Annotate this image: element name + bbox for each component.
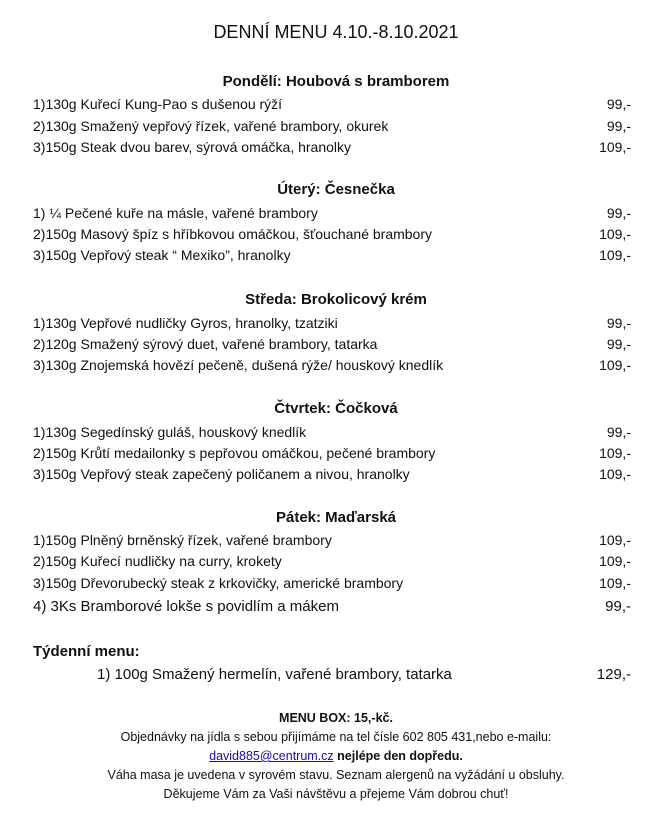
weekly-menu-heading: Týdenní menu: [33, 643, 140, 660]
item-price: 99,- [606, 424, 631, 440]
item-price: 109,- [599, 532, 631, 548]
weight-note: Váha masa je uvedena v syrovém stavu. Seznam alergenů na vyžádání u obsluhy. [107, 768, 565, 782]
day-heading-friday: Pátek: Maďarská [275, 509, 396, 526]
day-heading-tuesday: Úterý: Česnečka [277, 181, 395, 198]
menu-item: 3)150g Vepřový steak zapečený poličanem a nivou, hranolky [33, 466, 410, 482]
menu-item: 2)150g Kuřecí nudličky na curry, krokety [33, 553, 282, 569]
menu-item: 2)150g Masový špíz s hříbkovou omáčkou, šťouchané brambory [33, 226, 433, 242]
menu-item: 1)130g Kuřecí Kung-Pao s dušenou rýží [33, 96, 283, 112]
menu-item: 3)150g Dřevorubecký steak z krkovičky, americké brambory [33, 575, 404, 591]
email-suffix: nejlépe den dopředu. [333, 749, 463, 763]
menu-title: DENNÍ MENU 4.10.-8.10.2021 [213, 22, 459, 42]
item-price: 109,- [599, 247, 631, 263]
weekly-menu-item: 1) 100g Smažený hermelín, vařené brambory, tatarka [97, 666, 452, 683]
item-price: 99,- [606, 205, 631, 221]
item-price: 109,- [599, 445, 631, 461]
item-price: 109,- [599, 553, 631, 569]
item-price: 109,- [599, 575, 631, 591]
menu-item: 4) 3Ks Bramborové lokše s povidlím a mákem [33, 598, 339, 615]
email-line [0, 749, 672, 763]
day-heading-wednesday: Středa: Brokolicový krém [245, 291, 427, 308]
menu-item: 1) ¼ Pečené kuře na másle, vařené brambory [33, 205, 318, 221]
item-price: 99,- [605, 598, 631, 615]
menu-item: 1)130g Segedínský guláš, houskový knedlík [33, 424, 307, 440]
orders-note: Objednávky na jídla s sebou přijímáme na tel čísle 602 805 431,nebo e-mailu: [120, 730, 552, 744]
item-price: 109,- [599, 357, 631, 373]
menu-item: 2)130g Smažený vepřový řízek, vařené brambory, okurek [33, 118, 389, 134]
email-link[interactable]: david885@centrum.cz [209, 749, 334, 763]
item-price: 99,- [606, 118, 631, 134]
menu-item: 1)130g Vepřové nudličky Gyros, hranolky, tzatziki [33, 315, 338, 331]
menu-box-note: MENU BOX: 15,-kč. [279, 711, 393, 725]
day-heading-thursday: Čtvrtek: Čočková [274, 400, 398, 417]
item-price: 109,- [599, 226, 631, 242]
menu-item: 2)150g Krůtí medailonky s pepřovou omáčkou, pečené brambory [33, 445, 436, 461]
menu-item: 2)120g Smažený sýrový duet, vařené brambory, tatarka [33, 336, 378, 352]
menu-item: 3)130g Znojemská hovězí pečeně, dušená rýže/ houskový knedlík [33, 357, 444, 373]
item-price: 99,- [606, 336, 631, 352]
item-price: 109,- [599, 139, 631, 155]
menu-item: 3)150g Steak dvou barev, sýrová omáčka, hranolky [33, 139, 352, 155]
item-price: 109,- [599, 466, 631, 482]
thanks-note: Děkujeme Vám za Vaši návštěvu a přejeme Vám dobrou chuť! [163, 787, 509, 801]
item-price: 99,- [606, 315, 631, 331]
weekly-menu-price: 129,- [596, 666, 631, 683]
item-price: 99,- [606, 96, 631, 112]
menu-item: 1)150g Plněný brněnský řízek, vařené brambory [33, 532, 332, 548]
day-heading-monday: Pondělí: Houbová s bramborem [222, 73, 450, 90]
menu-item: 3)150g Vepřový steak “ Mexiko”, hranolky [33, 247, 291, 263]
